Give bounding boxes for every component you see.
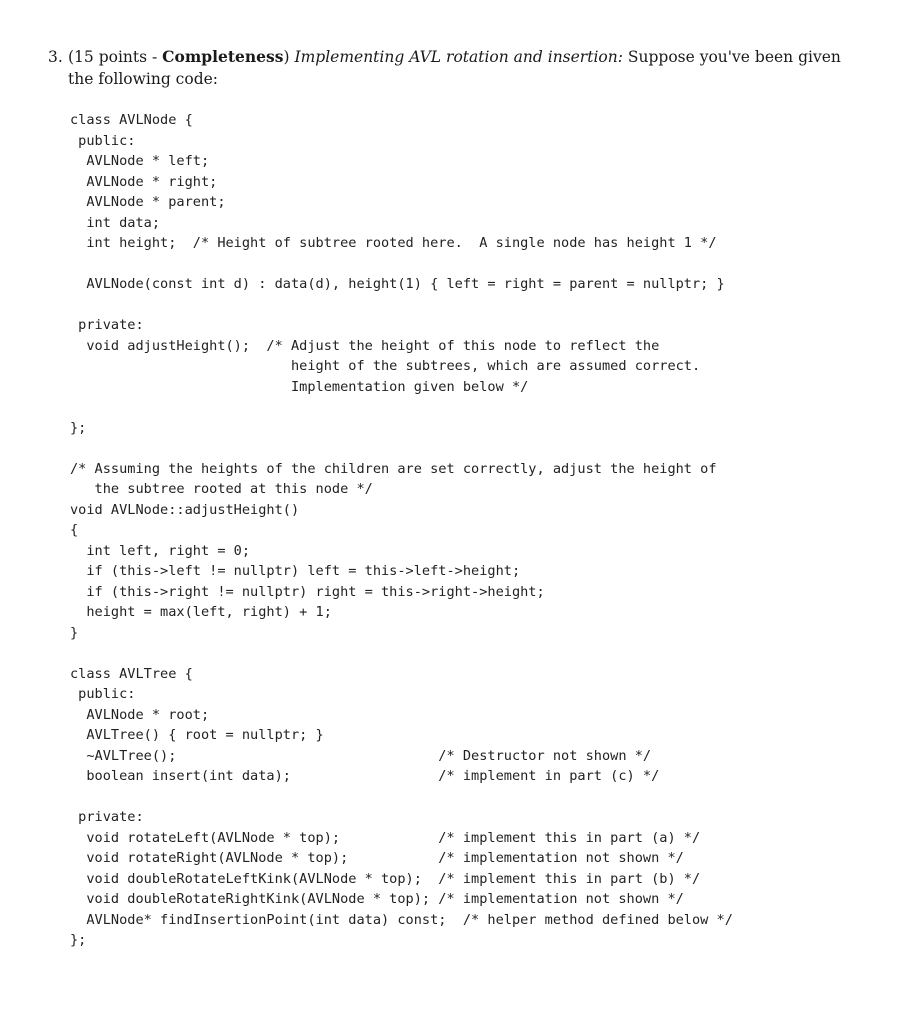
code-line: void adjustHeight(); /* Adjust the height of this node to reflect the xyxy=(70,337,660,354)
code-line: void rotateRight(AVLNode * top); /* implementation not shown */ xyxy=(70,850,684,866)
code-line xyxy=(70,397,850,418)
code-line: the subtree rooted at this node */ xyxy=(70,481,373,497)
code-line: height = max(left, right) + 1; xyxy=(70,604,332,620)
code-line: int data; xyxy=(70,214,161,231)
code-line xyxy=(70,254,850,275)
code-line xyxy=(70,643,850,664)
code-line: void rotateLeft(AVLNode * top); /* implement this in part (a) */ xyxy=(70,829,701,846)
code-line: { xyxy=(70,522,79,538)
question-text xyxy=(68,46,868,90)
code-line: AVLNode * parent; xyxy=(70,194,226,210)
code-line xyxy=(70,438,850,459)
code-listing xyxy=(70,110,850,951)
question-intro: Suppose you've been given the following code: xyxy=(68,48,841,88)
code-line: AVLTree() { root = nullptr; } xyxy=(70,727,324,743)
code-line: AVLNode * left; xyxy=(70,153,210,169)
code-line: AVLNode(const int d) : data(d), height(1) { left = right = parent = nullptr; } xyxy=(70,276,725,292)
code-line: /* Assuming the heights of the children are set correctly, adjust the height of xyxy=(70,460,717,477)
points-suffix: ) xyxy=(283,48,290,66)
code-line: }; xyxy=(70,932,87,948)
code-line: AVLNode* findInsertionPoint(int data) const; /* helper method defined below */ xyxy=(70,911,733,928)
code-line: }; xyxy=(70,419,87,436)
question-number: 3. xyxy=(48,48,63,66)
code-line: Implementation given below */ xyxy=(70,378,529,395)
code-line: void doubleRotateRightKink(AVLNode * top); /* implementation not shown */ xyxy=(70,891,684,907)
points-label: Completeness xyxy=(162,47,284,66)
code-line: private: xyxy=(70,809,144,825)
code-line xyxy=(70,787,850,808)
code-line: int left, right = 0; xyxy=(70,542,251,559)
question-topic: Implementing AVL rotation and insertion: xyxy=(294,48,623,66)
code-line: int height; /* Height of subtree rooted here. A single node has height 1 */ xyxy=(70,235,717,251)
code-line: ~AVLTree(); /* Destructor not shown */ xyxy=(70,747,652,764)
code-line: if (this->left != nullptr) left = this->left->height; xyxy=(70,563,521,579)
code-line: void AVLNode::adjustHeight() xyxy=(70,501,300,518)
code-line: class AVLNode { xyxy=(70,112,193,128)
code-line: if (this->right != nullptr) right = this->right->height; xyxy=(70,583,545,600)
code-line: public: xyxy=(70,132,136,149)
code-line: AVLNode * root; xyxy=(70,706,210,723)
code-line: class AVLTree { xyxy=(70,665,193,682)
code-line: public: xyxy=(70,686,136,702)
points-prefix: (15 points - xyxy=(68,48,163,66)
code-line: boolean insert(int data); /* implement in part (c) */ xyxy=(70,768,660,784)
code-line xyxy=(70,295,850,316)
code-line: height of the subtrees, which are assumed correct. xyxy=(70,358,701,374)
code-line: private: xyxy=(70,317,144,333)
code-line: void doubleRotateLeftKink(AVLNode * top); /* implement this in part (b) */ xyxy=(70,870,701,887)
code-line: } xyxy=(70,624,79,641)
code-line: AVLNode * right; xyxy=(70,173,218,190)
